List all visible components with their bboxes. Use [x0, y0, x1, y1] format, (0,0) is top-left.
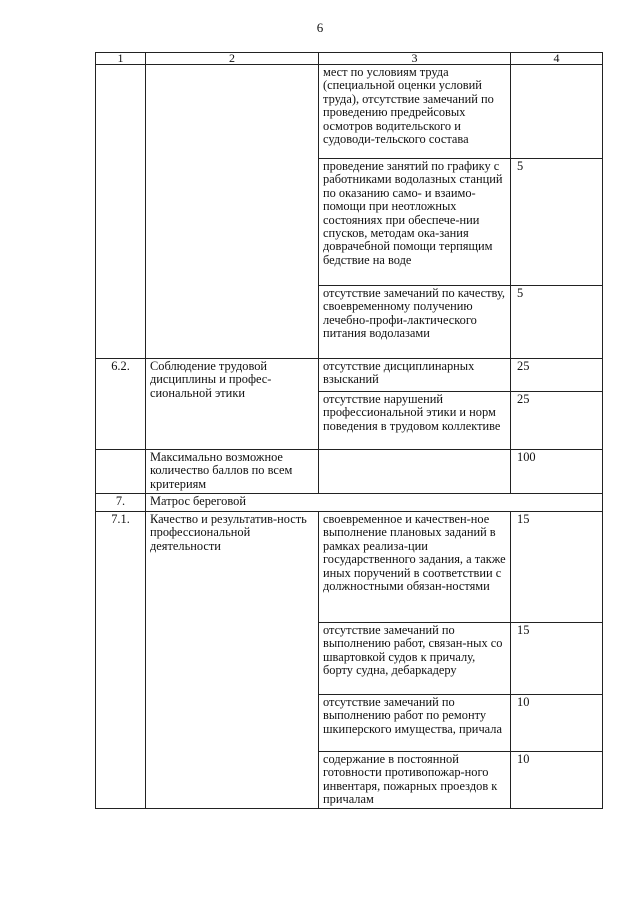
criterion-cell: Качество и результатив-ность профессиональной деятельности	[146, 512, 319, 809]
criteria-table	[95, 52, 603, 809]
row-number-cell: 6.2.	[96, 359, 146, 450]
criterion-cell: Соблюдение трудовой дисциплины и профес-сиональной этики	[146, 359, 319, 450]
table-header-row	[96, 53, 603, 65]
indicator-cell: отсутствие замечаний по качеству, своевременному получению лечебно-профи-лактического питания водолазами	[319, 286, 511, 359]
table-row	[96, 512, 603, 623]
score-cell	[511, 65, 603, 159]
criterion-cell	[146, 65, 319, 359]
score-cell: 10	[511, 752, 603, 809]
indicator-cell: отсутствие замечаний по выполнению работ по ремонту шкиперского имущества, причала	[319, 695, 511, 752]
row-number-cell: 7.	[96, 494, 146, 512]
table-row-section	[96, 494, 603, 512]
indicator-cell: содержание в постоянной готовности противопожар-ного инвентаря, пожарных проездов к причалам	[319, 752, 511, 809]
table-row-total	[96, 450, 603, 494]
row-number-cell: 7.1.	[96, 512, 146, 809]
score-cell: 25	[511, 359, 603, 392]
score-cell: 15	[511, 512, 603, 623]
header-cell-4: 4	[511, 53, 603, 65]
section-title-cell: Матрос береговой	[146, 494, 603, 512]
table-row	[96, 359, 603, 392]
indicator-cell: отсутствие нарушений профессиональной этики и норм поведения в трудовом коллективе	[319, 392, 511, 450]
score-cell: 5	[511, 159, 603, 286]
header-cell-1: 1	[96, 53, 146, 65]
row-number-cell	[96, 65, 146, 359]
indicator-cell: проведение занятий по графику с работниками водолазных станций по оказанию само- и взаимо-помощи при неотложных состояниях при обеспече-нии спусков, методам ока-зания доврачебной помощи терпящим бедствие на воде	[319, 159, 511, 286]
page-number: 6	[316, 20, 324, 35]
score-cell: 25	[511, 392, 603, 450]
indicator-cell: отсутствие замечаний по выполнению работ, связан-ных со швартовкой судов к причалу, борту судна, дебаркадеру	[319, 623, 511, 695]
indicator-cell: отсутствие дисциплинарных взысканий	[319, 359, 511, 392]
indicator-cell	[319, 450, 511, 494]
indicator-cell: мест по условиям труда (специальной оценки условий труда), отсутствие замечаний по проведению предрейсовых осмотров водительского и судоводи-тельского состава	[319, 65, 511, 159]
table-row	[96, 65, 603, 159]
score-cell: 5	[511, 286, 603, 359]
header-cell-2: 2	[146, 53, 319, 65]
score-cell: 100	[511, 450, 603, 494]
row-number-cell	[96, 450, 146, 494]
score-cell: 10	[511, 695, 603, 752]
criterion-cell: Максимально возможное количество баллов по всем критериям	[146, 450, 319, 494]
header-cell-3: 3	[319, 53, 511, 65]
indicator-cell: своевременное и качествен-ное выполнение плановых заданий в рамках реализа-ции государственного задания, а также иных поручений в соответствии с должностными обязан-ностями	[319, 512, 511, 623]
score-cell: 15	[511, 623, 603, 695]
